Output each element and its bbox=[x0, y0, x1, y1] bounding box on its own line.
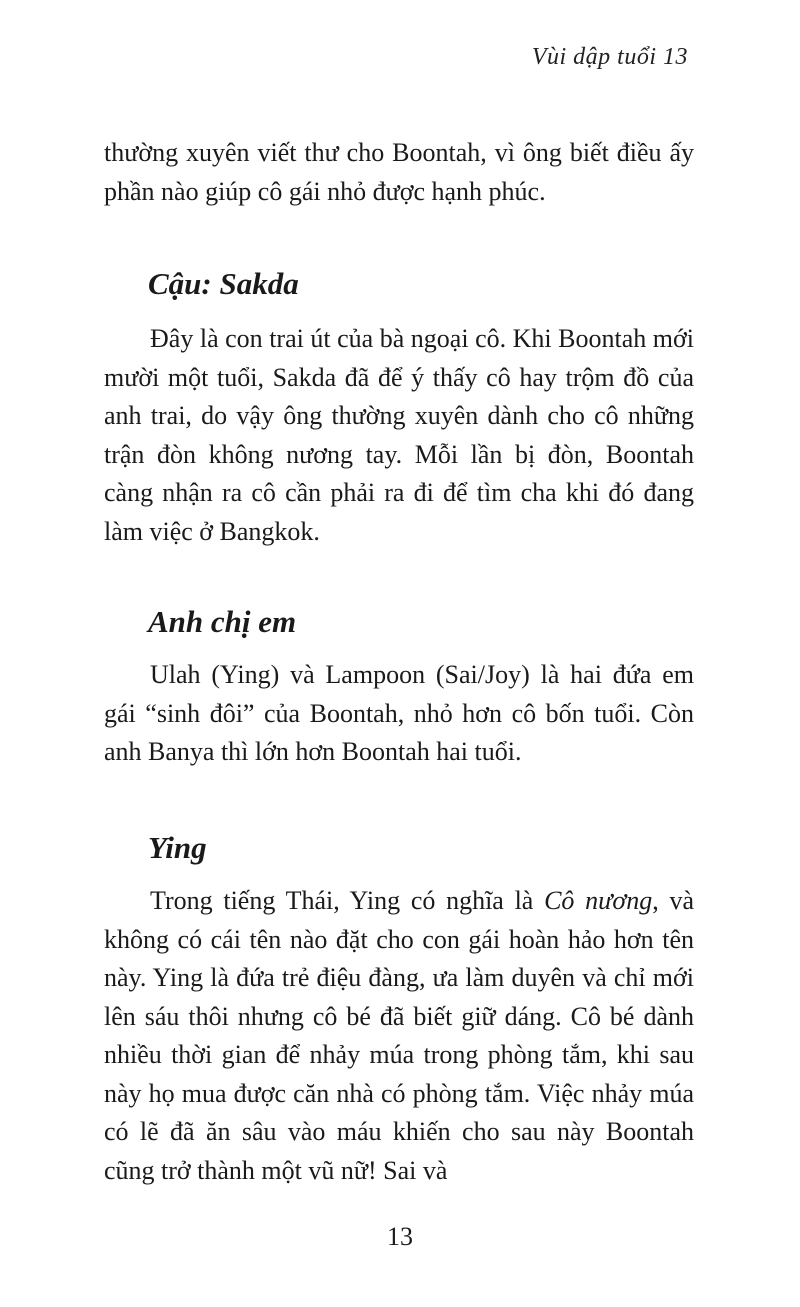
section-heading-ying: Ying bbox=[148, 830, 207, 865]
ying-text-start: Trong tiếng Thái, Ying có nghĩa là bbox=[150, 886, 545, 915]
section-paragraph-siblings: Ulah (Ying) và Lampoon (Sai/Joy) là hai đứa em gái “sinh đôi” của Boontah, nhỏ hơn cô bốn tuổi. Còn anh Banya thì lớn hơn Boontah hai tuổi. bbox=[104, 660, 694, 766]
running-header: Vùi dập tuổi 13 bbox=[531, 44, 688, 70]
ying-italic-term: Cô nương bbox=[544, 886, 653, 915]
section-paragraph-sakda: Đây là con trai út của bà ngoại cô. Khi Boontah mới mười một tuổi, Sakda đã để ý thấy cô hay trộm đồ của anh trai, do vậy ông thường xuyên dành cho cô những trận đòn không nương tay. Mỗi lần bị đòn, Boontah càng nhận ra cô cần phải ra đi để tìm cha khi đó đang làm việc ở Bangkok. bbox=[104, 324, 694, 546]
ying-text-end: , và không có cái tên nào đặt cho con gái hoàn hảo hơn tên này. Ying là đứa trẻ điệu đàng, ưa làm duyên và chỉ mới lên sáu thôi nhưng cô bé đã biết giữ dáng. Cô bé dành nhiều thời gian để nhảy múa trong phòng tắm, khi sau này họ mua được căn nhà có phòng tắm. Việc nhảy múa có lẽ đã ăn sâu vào máu khiến cho sau này Boontah cũng trở thành một vũ nữ! Sai và bbox=[104, 886, 694, 1185]
page-number: 13 bbox=[387, 1222, 413, 1251]
section-heading-siblings: Anh chị em bbox=[148, 604, 297, 639]
intro-paragraph: thường xuyên viết thư cho Boontah, vì ông biết điều ấy phần nào giúp cô gái nhỏ được hạnh phúc. bbox=[104, 138, 694, 206]
section-heading-sakda: Cậu: Sakda bbox=[148, 266, 299, 301]
section-paragraph-ying bbox=[104, 882, 694, 1190]
